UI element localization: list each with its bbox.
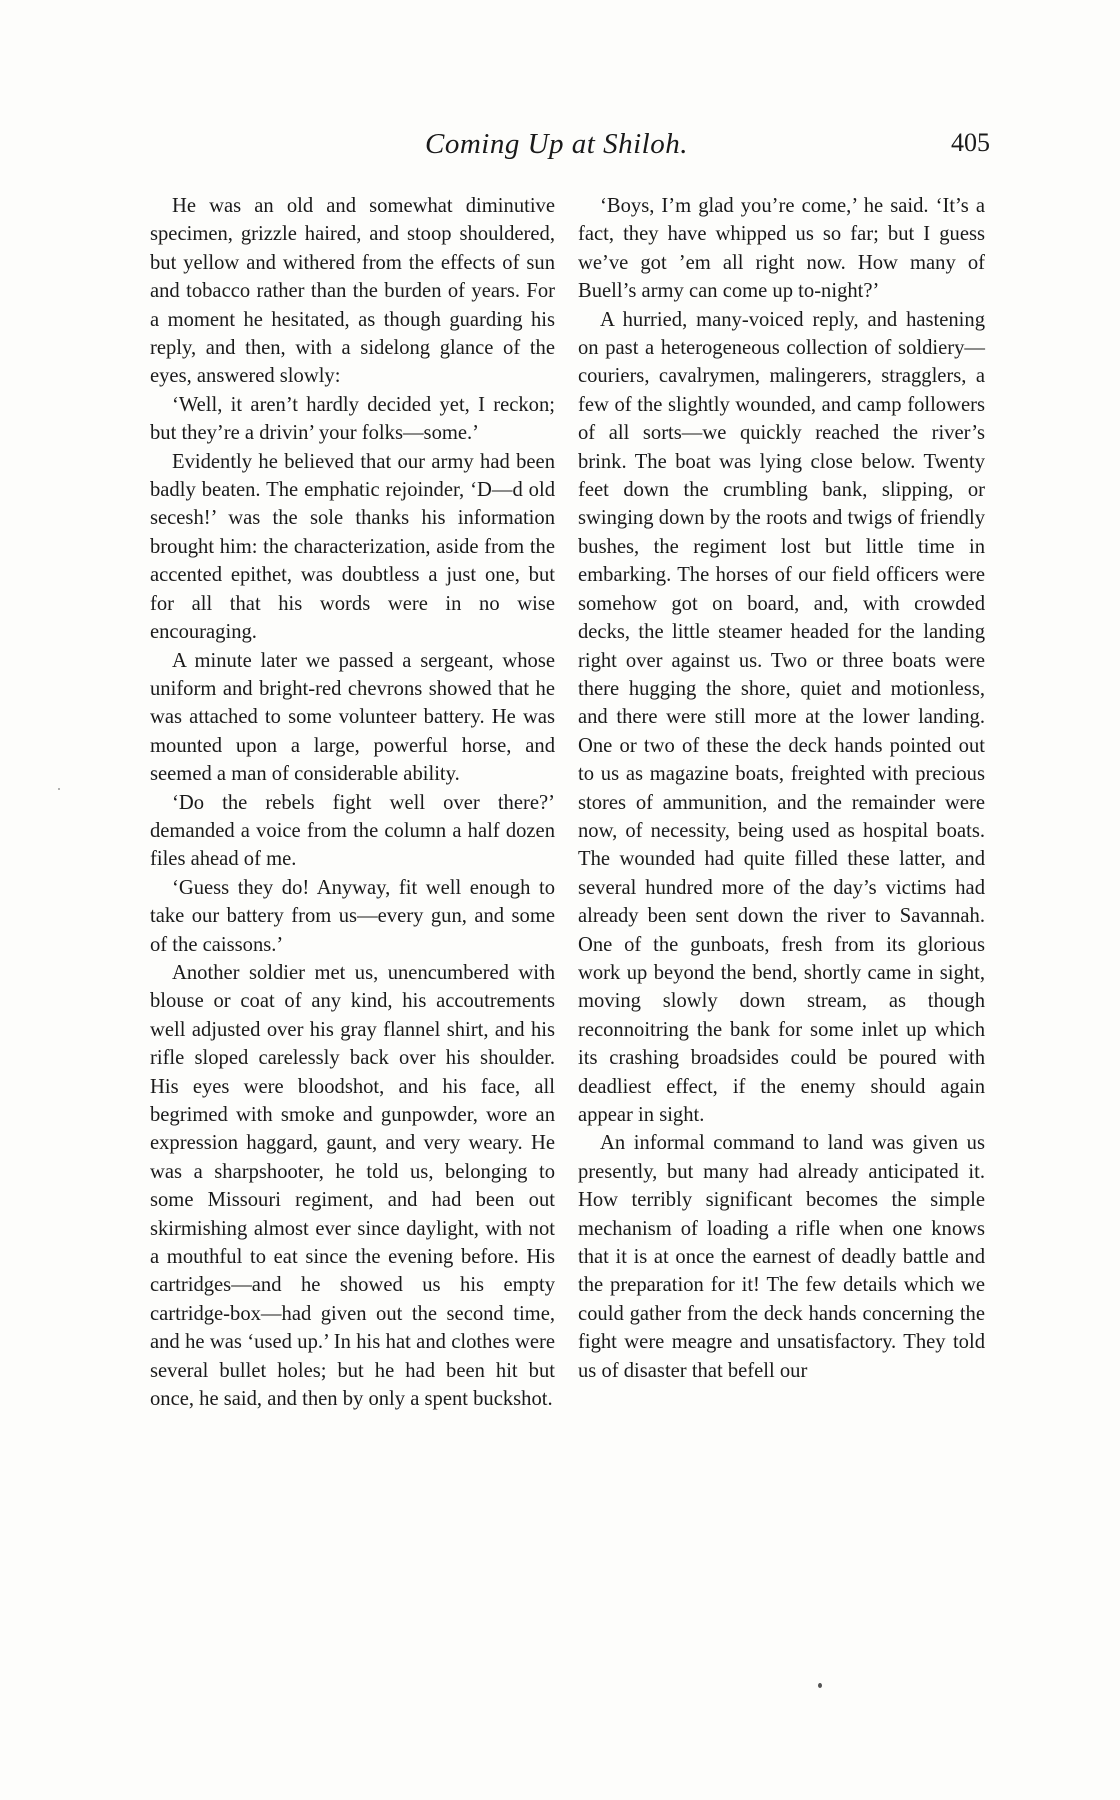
running-title: Coming Up at Shiloh. <box>425 128 688 160</box>
page-header <box>150 128 1000 168</box>
page-number: 405 <box>951 128 990 157</box>
left-column <box>150 192 555 1413</box>
paragraph: He was an old and somewhat diminutive specimen, grizzle haired, and stoop shouldered, but yellow and withered from the effects of sun and tobacco rather than the burden of years. For a moment he hesitated, as though guarding his reply, and then, with a sidelong glance of the eyes, answered slowly: <box>150 195 555 388</box>
paragraph: Evidently he believed that our army had been badly beaten. The emphatic rejoinder, ‘D—d old secesh!’ was the sole thanks his information brought him: the characterization, aside from the accented epithet, was doubtless a just one, but for all that his words were in no wise encouraging. <box>150 450 555 644</box>
paragraph: An informal command to land was given us presently, but many had already anticipated it. How terribly significant becomes the simple mechanism of loading a rifle when one knows that it is at once the earnest of deadly battle and the preparation for it! The few details which we could gather from the deck hands concerning the fight were meagre and unsatisfactory. They told us of disaster that befell our <box>578 1132 985 1382</box>
paragraph: A hurried, many-voiced reply, and hastening on past a heterogeneous collection of soldiery—couriers, cavalrymen, malingerers, stragglers, a few of the slightly wounded, and camp followers of all sorts—we quickly reached the river’s brink. The boat was lying close below. Twenty feet down the crumbling bank, slipping, or swinging down by the roots and twigs of friendly bushes, the regiment lost but little time in embarking. The horses of our field officers were somehow got on board, and, with crowded decks, the little steamer headed for the landing right over against us. Two or three boats were there hugging the shore, quiet and motionless, and there were still more at the lower landing. One or two of these the deck hands pointed out to us as magazine boats, freighted with precious stores of ammunition, and the remainder were now, of necessity, being used as hospital boats. The wounded had quite filled these latter, and several hundred more of the day’s victims had already been sent down the river to Savannah. One of the gunboats, fresh from its glorious work up beyond the bend, shortly came in sight, moving slowly down stream, as though reconnoitring the bank for some inlet up which its crashing broadsides could be poured with deadliest effect, if the enemy should again appear in sight. <box>578 308 985 1126</box>
print-speck <box>58 788 60 790</box>
paragraph: A minute later we passed a sergeant, whose uniform and bright-red chevrons showed that he was attached to some volunteer battery. He was mounted upon a large, powerful horse, and seemed a man of considerable ability. <box>150 649 555 786</box>
print-speck <box>818 1683 822 1688</box>
paragraph: ‘Do the rebels fight well over there?’ demanded a voice from the column a half dozen files ahead of me. <box>150 791 555 871</box>
right-column <box>578 192 985 1385</box>
paragraph: ‘Guess they do! Anyway, fit well enough to take our battery from us—every gun, and some of the caissons.’ <box>150 876 555 956</box>
paragraph: ‘Boys, I’m glad you’re come,’ he said. ‘It’s a fact, they have whipped us so far; but I guess we’ve got ’em all right now. How many of Buell’s army can come up to-night?’ <box>578 195 985 303</box>
paragraph: ‘Well, it aren’t hardly decided yet, I reckon; but they’re a drivin’ your folks—some.’ <box>150 393 555 445</box>
paragraph: Another soldier met us, unencumbered with blouse or coat of any kind, his accoutrements well adjusted over his gray flannel shirt, and his rifle sloped carelessly back over his shoulder. His eyes were bloodshot, and his face, all begrimed with smoke and gunpowder, wore an expression haggard, gaunt, and very weary. He was a sharpshooter, he told us, belonging to some Missouri regiment, and had been out skirmishing almost ever since daylight, with not a mouthful to eat since the evening before. His cartridges—and he showed us his empty cartridge-box—had given out the second time, and he was ‘used up.’ In his hat and clothes were several bullet holes; but he had been hit but once, he said, and then by only a spent buckshot. <box>150 961 555 1411</box>
